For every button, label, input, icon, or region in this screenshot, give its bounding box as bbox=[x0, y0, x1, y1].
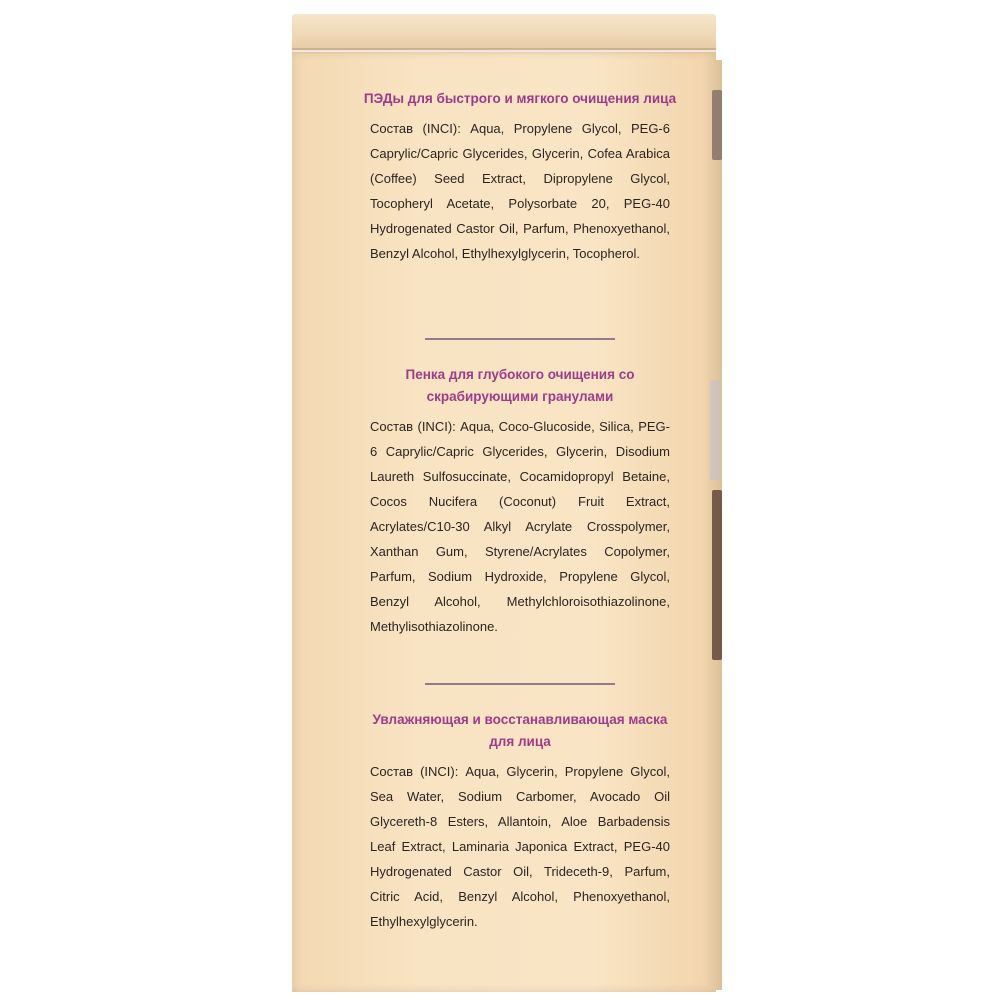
edge-print-dark bbox=[712, 90, 722, 160]
edge-print-light bbox=[710, 380, 720, 480]
section-composition: Состав (INCI): Aqua, Coco-Glucoside, Silica, PEG-6 Caprylic/Capric Glycerides, Glycerin, Disodium Laureth Sulfosuccinate, Cocamidopropyl Betaine, Cocos Nucifera (Coconut) Fruit Extract, Acrylates/C10-30 Alkyl Acrylate Crosspolymer, Xanthan Gum, Styrene/Acrylates Copolymer, Parfum, Sodium Hydroxide, Propylene Glycol, Benzyl Alcohol, Methylchloroisothiazolinone, Methylisothiazolinone. bbox=[370, 419, 670, 634]
edge-print-brown bbox=[712, 490, 722, 660]
section-title: Пенка для глубокого очищения со скрабирующими гранулами bbox=[405, 367, 635, 404]
section-composition: Состав (INCI): Aqua, Glycerin, Propylene Glycol, Sea Water, Sodium Carbomer, Avocado Oil Glycereth-8 Esters, Allantoin, Aloe Barbadensis Leaf Extract, Laminaria Japonica Extract, PEG-40 Hydrogenated Castor Oil, Trideceth-9, Parfum, Citric Acid, Benzyl Alcohol, Phenoxyethanol, Ethylhexylglycerin. bbox=[370, 764, 670, 929]
lid-shadow bbox=[292, 48, 716, 54]
section-mask bbox=[370, 709, 670, 934]
box-lid-edge bbox=[292, 14, 716, 50]
section-composition: Состав (INCI): Aqua, Propylene Glycol, PEG-6 Caprylic/Capric Glycerides, Glycerin, Cofea Arabica (Coffee) Seed Extract, Dipropylene Glycol, Tocopheryl Acetate, Polysorbate 20, PEG-40 Hydrogenated Castor Oil, Parfum, Phenoxyethanol, Benzyl Alcohol, Ethylhexylglycerin, Tocopherol. bbox=[370, 121, 670, 261]
section-foam bbox=[370, 364, 670, 639]
section-divider bbox=[425, 683, 615, 685]
section-pads bbox=[363, 88, 677, 266]
section-title: ПЭДы для быстрого и мягкого очищения лица bbox=[363, 91, 677, 106]
section-divider bbox=[425, 338, 615, 340]
section-title: Увлажняющая и восстанавливающая маска для лица bbox=[372, 712, 668, 749]
